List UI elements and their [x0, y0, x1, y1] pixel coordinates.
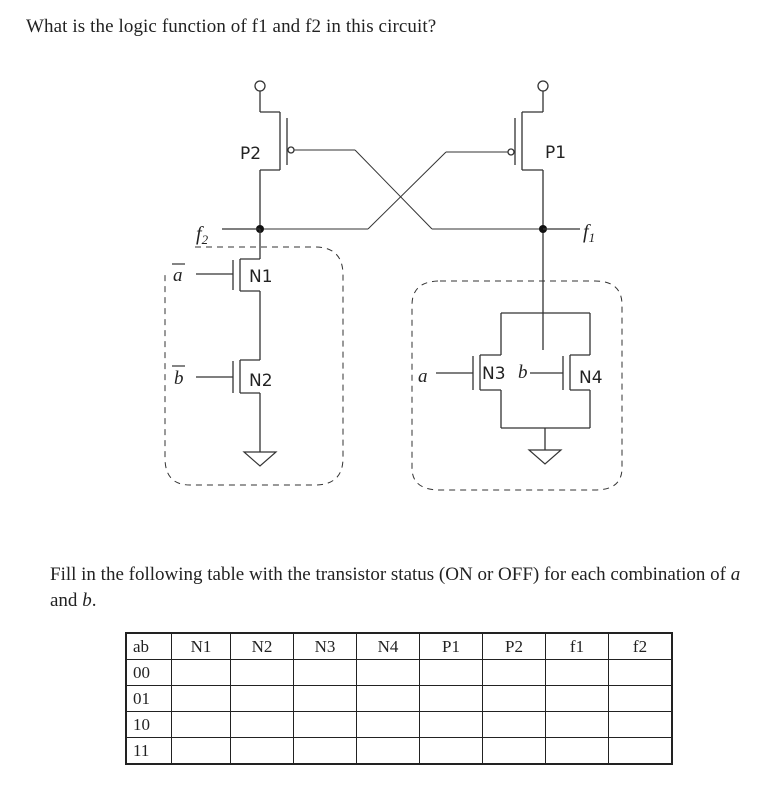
- empty-cell[interactable]: [294, 738, 357, 765]
- empty-cell[interactable]: [231, 686, 294, 712]
- header-p2: P2: [483, 633, 546, 660]
- header-f1: f1: [546, 633, 609, 660]
- empty-cell[interactable]: [546, 686, 609, 712]
- empty-cell[interactable]: [294, 712, 357, 738]
- empty-cell[interactable]: [483, 660, 546, 686]
- instruction-text: Fill in the following table with the transistor status (ON or OFF) for each combination of a and b.: [50, 564, 741, 611]
- empty-cell[interactable]: [231, 660, 294, 686]
- b-input-label: b: [518, 362, 528, 383]
- table-row: [126, 712, 672, 738]
- empty-cell[interactable]: [357, 738, 420, 765]
- transistor-status-table: [125, 632, 673, 765]
- transistor-p1: [508, 81, 548, 170]
- empty-cell[interactable]: [420, 660, 483, 686]
- empty-cell[interactable]: [172, 738, 231, 765]
- empty-cell[interactable]: [231, 712, 294, 738]
- p1-label: P1: [545, 143, 567, 163]
- b-bar-label: b: [174, 368, 184, 389]
- n3-label: N3: [482, 364, 506, 384]
- empty-cell[interactable]: [357, 712, 420, 738]
- empty-cell[interactable]: [231, 738, 294, 765]
- header-n2: N2: [231, 633, 294, 660]
- p2-label: P2: [240, 144, 262, 164]
- f2-label: $f_2$: [196, 223, 209, 247]
- empty-cell[interactable]: [357, 660, 420, 686]
- header-f2: f2: [609, 633, 673, 660]
- header-p1: P1: [420, 633, 483, 660]
- row-label: 11: [126, 738, 172, 765]
- table-row: [126, 686, 672, 712]
- empty-cell[interactable]: [420, 686, 483, 712]
- row-label: 01: [126, 686, 172, 712]
- ground-right-icon: [529, 450, 561, 464]
- empty-cell[interactable]: [172, 686, 231, 712]
- empty-cell[interactable]: [294, 660, 357, 686]
- empty-cell[interactable]: [546, 660, 609, 686]
- empty-cell[interactable]: [294, 686, 357, 712]
- empty-cell[interactable]: [609, 660, 673, 686]
- header-n4: N4: [357, 633, 420, 660]
- cmos-circuit-diagram: [0, 60, 771, 500]
- a-input-label: a: [418, 366, 428, 387]
- empty-cell[interactable]: [420, 712, 483, 738]
- n2-label: N2: [249, 371, 273, 391]
- header-n3: N3: [294, 633, 357, 660]
- table-row: [126, 738, 672, 765]
- n4-label: N4: [579, 368, 603, 388]
- empty-cell[interactable]: [546, 738, 609, 765]
- n1-label: N1: [249, 267, 273, 287]
- empty-cell[interactable]: [483, 686, 546, 712]
- empty-cell[interactable]: [546, 712, 609, 738]
- empty-cell[interactable]: [609, 712, 673, 738]
- f1-label: $f_1$: [583, 221, 596, 245]
- header-n1: N1: [172, 633, 231, 660]
- empty-cell[interactable]: [609, 686, 673, 712]
- table-row: [126, 660, 672, 686]
- row-label: 00: [126, 660, 172, 686]
- ground-left-icon: [244, 452, 276, 466]
- transistor-n3-n4-parallel: [436, 313, 590, 450]
- header-ab: ab: [126, 633, 172, 660]
- cross-coupling-wires: [260, 150, 543, 229]
- empty-cell[interactable]: [483, 738, 546, 765]
- empty-cell[interactable]: [609, 738, 673, 765]
- question-text: What is the logic function of f1 and f2 in this circuit?: [26, 16, 437, 37]
- table-header-row: [126, 633, 672, 660]
- empty-cell[interactable]: [357, 686, 420, 712]
- a-bar-label: a: [173, 265, 183, 286]
- row-label: 10: [126, 712, 172, 738]
- empty-cell[interactable]: [483, 712, 546, 738]
- empty-cell[interactable]: [420, 738, 483, 765]
- empty-cell[interactable]: [172, 660, 231, 686]
- transistor-n1: [196, 229, 260, 360]
- empty-cell[interactable]: [172, 712, 231, 738]
